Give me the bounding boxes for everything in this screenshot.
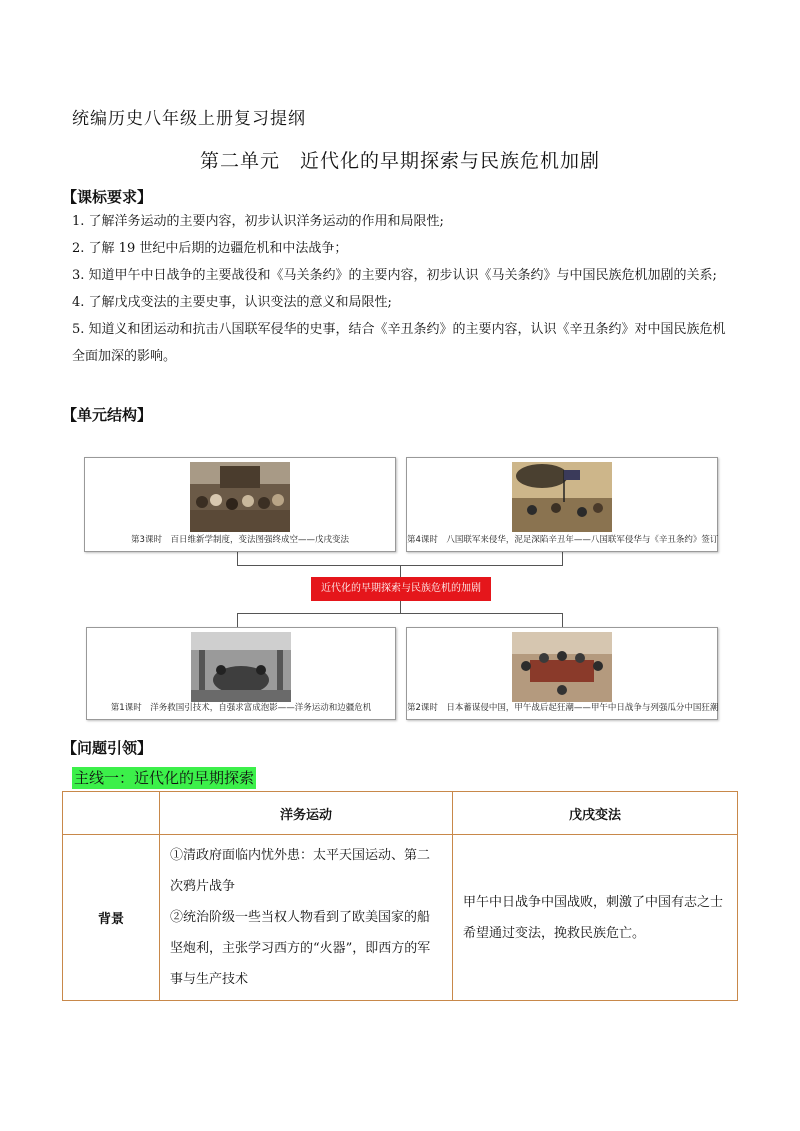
table-row <box>63 835 738 1001</box>
lesson-card-3 <box>84 457 396 552</box>
table-cell <box>160 835 453 1001</box>
cell-paragraph: ①清政府面临内忧外患：太平天国运动、第二次鸦片战争 <box>170 848 431 894</box>
main-line-highlight: 主线一：近代化的早期探索 <box>74 769 255 787</box>
lesson-card-1 <box>86 627 396 720</box>
row-label: 背景 <box>63 835 160 1001</box>
historical-photo-icon <box>512 462 612 532</box>
requirement-item: 3. 知道甲午中日战争的主要战役和《马关条约》的主要内容，初步认识《马关条约》与中国民族危机加剧的关系; <box>72 268 717 283</box>
connector-line <box>400 565 401 577</box>
connector-line <box>562 551 563 565</box>
document-title: 统编历史八年级上册复习提纲 <box>72 109 306 129</box>
lesson-card-caption: 第2课时 日本蓄谋侵中国，甲午战后起狂潮——甲午中日战争与列强瓜分中国狂潮 <box>407 703 719 713</box>
connector-line <box>562 613 563 627</box>
table-header-row <box>63 792 738 835</box>
table-cell: 甲午中日战争中国战败，刺激了中国有志之士希望通过变法，挽救民族危亡。 <box>453 835 738 1001</box>
historical-photo-icon <box>190 462 290 532</box>
historical-photo-icon <box>191 632 291 702</box>
connector-line <box>237 613 563 614</box>
table-header-cell: 戊戌变法 <box>453 792 738 835</box>
connector-line <box>237 551 238 565</box>
lesson-card-caption: 第4课时 八国联军来侵华，泥足深陷辛丑年——八国联军侵华与《辛丑条约》签订 <box>407 535 719 545</box>
section-heading-structure: 【单元结构】 <box>62 406 153 424</box>
requirement-item: 4. 了解戊戌变法的主要史事，认识变法的意义和局限性; <box>72 295 392 310</box>
lesson-card-caption: 第3课时 百日维新学制度，变法图强终成空——戊戌变法 <box>131 535 349 545</box>
cell-paragraph: ②统治阶级一些当权人物看到了欧美国家的船坚炮利，主张学习西方的“火器”，即西方的军事与生产技术 <box>170 910 431 987</box>
table-header-cell: 洋务运动 <box>160 792 453 835</box>
section-heading-questions: 【问题引领】 <box>62 739 153 757</box>
unit-title: 第二单元 近代化的早期探索与民族危机加剧 <box>199 150 600 172</box>
requirement-item: 1. 了解洋务运动的主要内容，初步认识洋务运动的作用和局限性; <box>72 214 444 229</box>
requirement-item: 2. 了解 19 世纪中后期的边疆危机和中法战争； <box>72 241 348 256</box>
connector-line <box>237 613 238 627</box>
comparison-table <box>62 791 738 1001</box>
connector-line <box>400 601 401 613</box>
requirement-item: 5. 知道义和团运动和抗击八国联军侵华的史事，结合《辛丑条约》的主要内容，认识《辛丑条约》对中国民族危机全面加深的影响。 <box>72 322 726 364</box>
unit-center-topic: 近代化的早期探索与民族危机的加剧 <box>311 577 491 601</box>
historical-photo-icon <box>512 632 612 702</box>
table-header-cell <box>63 792 160 835</box>
lesson-card-4 <box>406 457 718 552</box>
section-heading-requirements: 【课标要求】 <box>62 188 153 206</box>
requirements-list <box>72 208 732 370</box>
lesson-card-2 <box>406 627 718 720</box>
lesson-card-caption: 第1课时 洋务救国引技术，自强求富成泡影——洋务运动和边疆危机 <box>110 703 372 713</box>
